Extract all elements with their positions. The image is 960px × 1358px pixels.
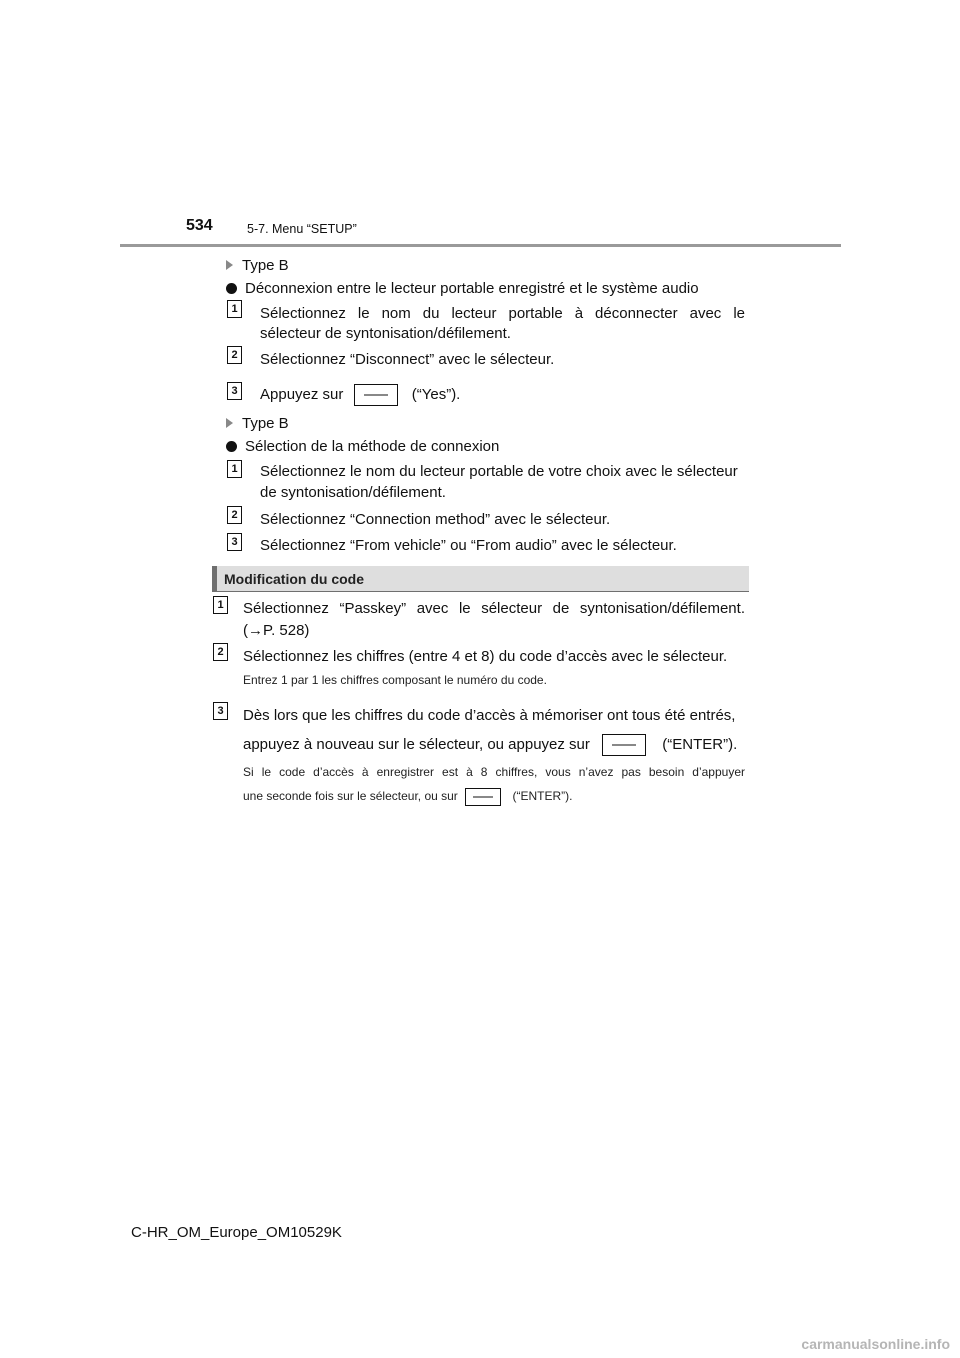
step-text	[260, 383, 460, 406]
step-badge-3: 3	[227, 382, 242, 400]
bullet-icon	[226, 441, 237, 452]
yes-key-button[interactable]	[354, 384, 398, 406]
step-text: Sélectionnez “Connection method” avec le sélecteur.	[260, 511, 611, 528]
step-text-before: appuyez à nouveau sur le sélecteur, ou appuyez sur	[243, 736, 590, 753]
type-label-2	[226, 412, 289, 435]
subsection-accent	[212, 566, 217, 592]
step-text: Sélectionnez le nom du lecteur portable de votre choix avec le sélecteur	[260, 463, 738, 480]
note-text-after: (“ENTER”).	[512, 789, 573, 804]
page-number: 534	[186, 217, 213, 234]
bullet-icon	[226, 283, 237, 294]
bullet-heading-1	[226, 277, 699, 300]
triangle-marker-icon	[226, 418, 233, 428]
step-badge-1: 1	[227, 300, 242, 318]
type-label-text: Type B	[242, 257, 289, 274]
subsection-title: Modification du code	[224, 571, 364, 587]
enter-key-button[interactable]	[602, 734, 646, 756]
step-text: Sélectionnez le nom du lecteur portable à déconnecter avec le	[260, 305, 745, 322]
heading-text: Déconnexion entre le lecteur portable enregistré et le système audio	[245, 280, 699, 297]
note-text-before: une seconde fois sur le sélecteur, ou sur	[243, 789, 458, 804]
step-badge-3: 3	[227, 533, 242, 551]
step-text	[243, 733, 737, 756]
step-text-after: (“ENTER”).	[662, 736, 738, 753]
step-badge-2: 2	[227, 346, 242, 364]
step-text-before: Appuyez sur	[260, 386, 344, 403]
enter-key-button-small[interactable]	[465, 788, 501, 806]
step-text: Sélectionnez “Disconnect” avec le sélecteur.	[260, 351, 555, 368]
step-text: Sélectionnez “From vehicle” ou “From audio” avec le sélecteur.	[260, 537, 677, 554]
type-label-1	[226, 254, 289, 277]
step-text: sélecteur de syntonisation/défilement.	[260, 325, 511, 342]
step-badge-2: 2	[227, 506, 242, 524]
step-note	[243, 788, 572, 806]
step-note: Si le code d’accès à enregistrer est à 8 chiffres, vous n’avez pas besoin d’appuyer	[243, 765, 745, 779]
type-label-text: Type B	[242, 415, 289, 432]
document-code: C-HR_OM_Europe_OM10529K	[131, 1224, 342, 1241]
step-text: Sélectionnez “Passkey” avec le sélecteur de syntonisation/défilement.	[243, 600, 745, 617]
step-badge-1: 1	[213, 596, 228, 614]
step-text-after: (“Yes”).	[411, 386, 461, 403]
watermark: carmanualsonline.info	[801, 1336, 950, 1352]
section-title: 5-7. Menu “SETUP”	[247, 222, 357, 236]
step-text: de syntonisation/défilement.	[260, 484, 446, 501]
step-badge-1: 1	[227, 460, 242, 478]
step-text: Dès lors que les chiffres du code d’accès à mémoriser ont tous été entrés,	[243, 707, 736, 724]
step-badge-2: 2	[213, 643, 228, 661]
step-note: Entrez 1 par 1 les chiffres composant le numéro du code.	[243, 673, 547, 687]
step-badge-3: 3	[213, 702, 228, 720]
heading-text: Sélection de la méthode de connexion	[245, 438, 500, 455]
header-rule	[120, 244, 841, 247]
step-text: Sélectionnez les chiffres (entre 4 et 8) du code d’accès avec le sélecteur.	[243, 648, 728, 665]
step-text: (→P. 528)	[243, 622, 310, 639]
bullet-heading-2	[226, 435, 499, 458]
triangle-marker-icon	[226, 260, 233, 270]
subsection-rule	[212, 591, 749, 592]
